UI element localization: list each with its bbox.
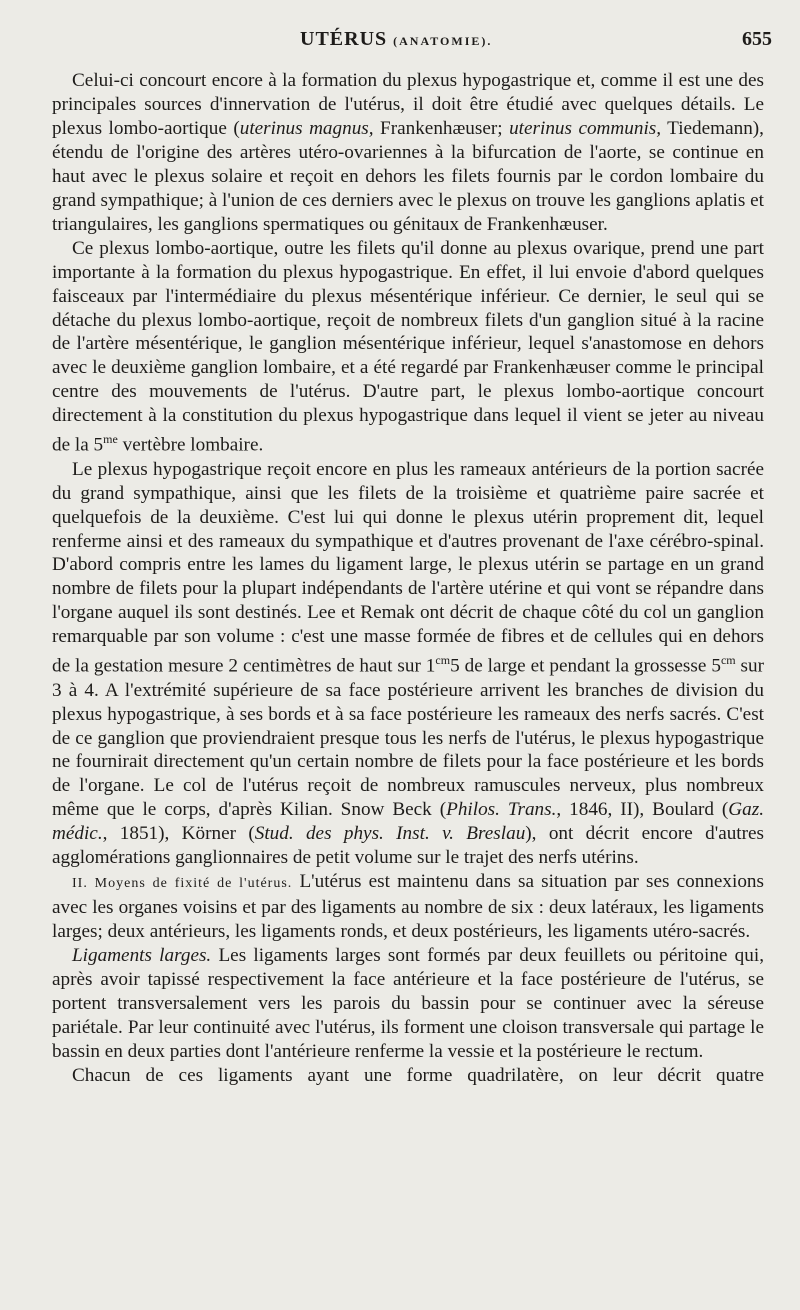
running-title — [300, 28, 492, 51]
subsection-heading: Ligaments larges. — [72, 945, 212, 967]
running-header — [0, 28, 800, 58]
superscript: cm — [720, 653, 736, 668]
paragraph-4 — [52, 870, 764, 944]
citation-title: Stud. des phys. Inst. v. Breslau — [254, 823, 526, 845]
latin-term: uterinus communis, — [509, 117, 662, 139]
paragraph-1-text: Frankenhæuser; — [373, 117, 510, 139]
paragraph-5-text: Les ligaments larges sont formés par deux feuillets ou péritoine qui, après avoir tapissé respectivement la face antérieure et la face postérieure de l'utérus, se portent transversalement vers les parois du bassin pour se continuer avec la séreuse pariétale. Par leur continuité avec l'utérus, ils forment une cloison transversale qui partage le bassin en deux parties dont l'antérieure renferme la vessie et la postérieure le rectum. — [52, 945, 764, 1062]
body-text — [52, 69, 764, 1088]
paragraph-6-text: Chacun de ces ligaments ayant une forme quadrilatère, on leur décrit quatre — [72, 1064, 764, 1086]
paragraph-2 — [52, 237, 764, 458]
superscript: cm — [435, 653, 451, 668]
superscript: me — [103, 432, 118, 447]
running-title-main: UTÉRUS — [300, 28, 388, 50]
paragraph-1 — [52, 69, 764, 237]
running-title-subtitle: (ANATOMIE). — [393, 34, 493, 48]
paragraph-3-text: sur 3 à 4. A l'extrémité supérieure de sa face postérieure arrivent les branches de division du plexus hypogastrique, à ses bords et à sa face postérieure les rameaux des nerfs sacrés. C'est de ce ganglion que proviendraient presque tous les nerfs de l'utérus, le plexus hypogastrique ne fournirait directement qu'un certain nombre de filets pour la face postérieure et les bords de l'organe. Le col de l'utérus reçoit de nombreux ramuscules nerveux, plus nombreux même que le corps, d'après Kilian. Snow Beck ( — [52, 655, 765, 821]
paragraph-3-text: ), ont décrit encore d'autres agglomérations ganglionnaires de petit volume sur le trajet des nerfs utérins. — [52, 823, 765, 869]
paragraph-6 — [52, 1064, 764, 1088]
paragraph-3-text: 5 de large et pendant la grossesse 5 — [450, 655, 721, 677]
page-number: 655 — [742, 28, 772, 50]
citation-title: Philos. Trans. — [446, 799, 557, 821]
paragraph-4-text: L'utérus est maintenu dans sa situation par ses connexions avec les organes voisins et par des ligaments au nombre de six : deux latéraux, les ligaments larges; deux antérieurs, les ligaments ronds, et deux postérieurs, les ligaments utéro-sacrés. — [52, 871, 764, 943]
paragraph-5 — [52, 944, 764, 1064]
paragraph-2-text: vertèbre lombaire. — [117, 434, 264, 456]
paragraph-3 — [52, 458, 764, 871]
citation-title: Gaz. médic. — [52, 799, 765, 845]
paragraph-3-text: Le plexus hypogastrique reçoit encore en plus les rameaux antérieurs de la portion sacrée du grand sympathique, ainsi que les filets de la troisième et quatrième paire sacrée et quelquefois de la deuxième. C'est lui qui donne le plexus utérin proprement dit, lequel renferme ainsi et des rameaux du sympathique et d'autres provenant de l'axe cérébro-spinal. D'abord compris entre les lames du ligament large, le plexus utérin se partage en un grand nombre de filets pour la plupart indépendants de l'artère utérine et qui vont se répandre dans l'organe auquel ils sont destinés. Lee et Remak ont décrit de chaque côté du col un ganglion remarquable par son volume : c'est une masse formée de fibres et de cellules qui en dehors de la gestation mesure 2 centimètres de haut sur 1 — [52, 458, 764, 677]
paragraph-3-text: , 1846, II), Boulard ( — [556, 799, 729, 821]
paragraph-3-text: , 1851), Körner ( — [102, 823, 255, 845]
latin-term: uterinus magnus, — [239, 117, 374, 139]
section-heading: II. Moyens de fixité de l'utérus. — [72, 876, 293, 892]
paragraph-1-text: Celui-ci concourt encore à la formation du plexus hypogastrique et, comme il est une des principales sources d'innervation de l'utérus, il doit être étudié avec quelques détails. Le plexus lombo-aortique ( — [52, 70, 764, 139]
paragraph-2-text: Ce plexus lombo-aortique, outre les filets qu'il donne au plexus ovarique, prend une part importante à la formation du plexus hypogastrique. En effet, il lui envoie d'abord quelques faisceaux par l'intermédiaire du plexus mésentérique inférieur. Ce dernier, le seul qui se détache du plexus lombo-aortique, reçoit de nombreux filets d'un ganglion situé à la racine de l'artère mésentérique, le ganglion mésentérique inférieur, lequel s'anastomose en dehors avec le deuxième ganglion lombaire, et a été regardé par Frankenhæuser comme le principal centre des mouvements de l'utérus. D'autre part, le plexus lombo-aortique concourt directement à la constitution du plexus hypogastrique dans lequel il vient se jeter au niveau de la 5 — [52, 237, 764, 456]
paragraph-1-text: Tiedemann), étendu de l'origine des artères utéro-ovariennes à la bifurcation de l'aorte, se continue en haut avec le plexus solaire et reçoit en dehors les filets fournis par le cordon lombaire du grand sympathique; à l'union de ces derniers avec le plexus on trouve les ganglions aplatis et triangulaires, les ganglions spermatiques ou génitaux de Frankenhæuser. — [52, 117, 764, 235]
